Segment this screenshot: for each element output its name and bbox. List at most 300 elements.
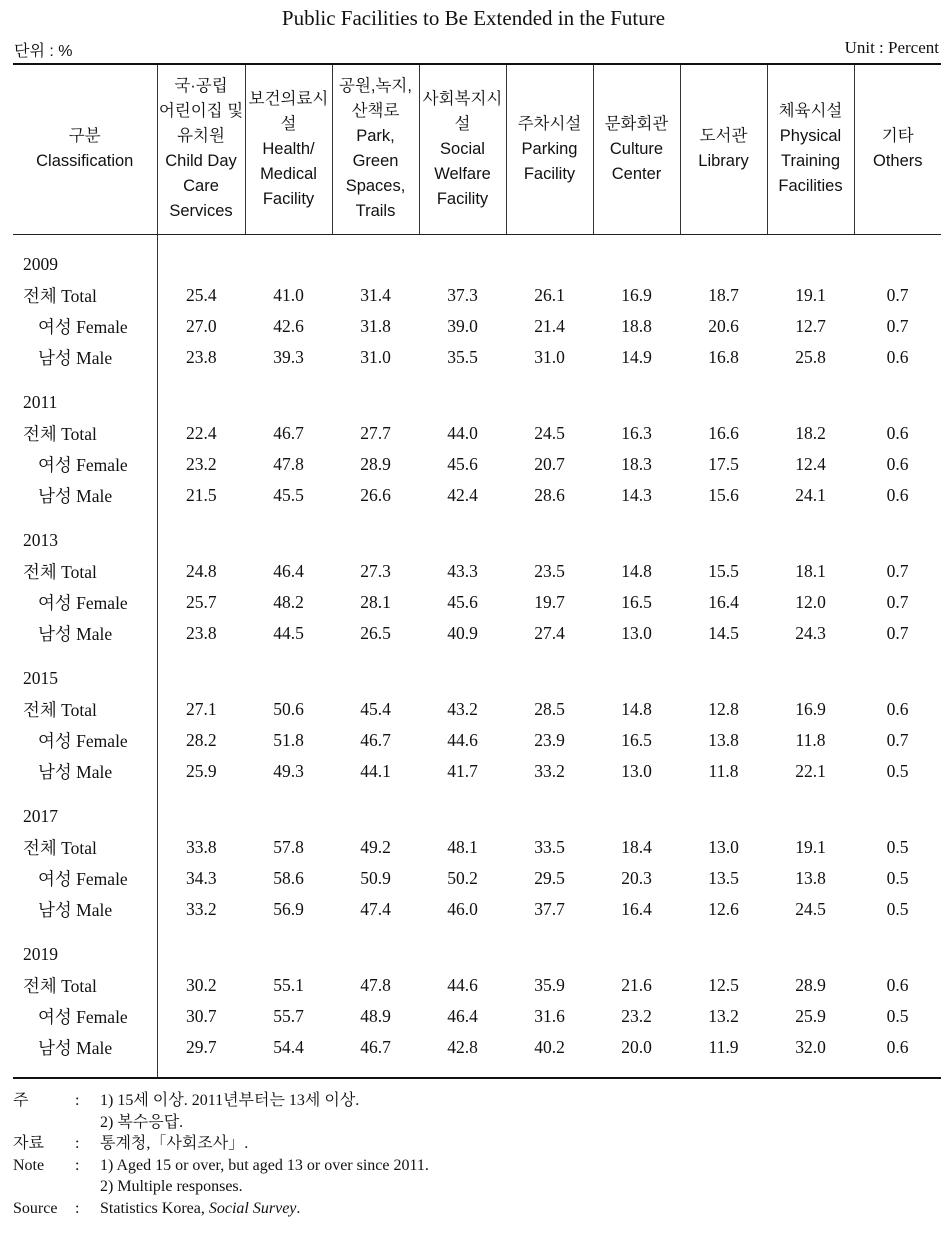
value-cell: 33.2 (185, 898, 217, 919)
value-cell: 25.9 (795, 1005, 826, 1026)
row-label: 남성 Male (13, 894, 157, 925)
column-header (157, 64, 245, 234)
spacer-cell (13, 511, 157, 525)
value-cell: 12.7 (795, 315, 826, 336)
column-header (245, 64, 332, 234)
value-cell: 23.9 (534, 729, 565, 750)
footnote-line (13, 1155, 429, 1177)
empty-cell (157, 663, 245, 694)
table-row (13, 894, 941, 925)
table-row (13, 449, 941, 480)
value-cell: 45.6 (447, 591, 478, 612)
row-label: 전체 Total (13, 970, 157, 1001)
table-row (13, 311, 941, 342)
value-cell: 0.7 (886, 729, 909, 750)
row-label: 전체 Total (13, 694, 157, 725)
value-cell: 0.6 (886, 698, 909, 719)
value-cell: 56.9 (273, 898, 304, 919)
value-cell: 0.6 (886, 1036, 909, 1057)
value-cell: 48.9 (360, 1005, 391, 1026)
empty-cell (332, 801, 419, 832)
column-header-line: 공원,녹지, (339, 77, 412, 96)
value-cell: 18.3 (621, 453, 652, 474)
value-cell: 42.6 (273, 315, 304, 336)
footnote-key (13, 1176, 75, 1198)
empty-cell (157, 249, 245, 280)
column-header-line: Welfare (434, 164, 491, 183)
column-header-line: Training (781, 152, 840, 171)
column-header-line: Health/ (262, 139, 315, 158)
footnote-text (100, 1112, 183, 1134)
empty-cell (767, 249, 854, 280)
value-cell: 0.5 (886, 836, 909, 857)
spacer-cell (593, 511, 680, 525)
spacer-cell (13, 787, 157, 801)
value-cell: 0.5 (886, 898, 909, 919)
value-cell: 42.4 (447, 484, 478, 505)
value-cell: 14.8 (621, 560, 652, 581)
value-cell: 25.8 (795, 346, 826, 367)
value-cell: 20.6 (708, 315, 739, 336)
value-cell: 14.3 (621, 484, 652, 505)
spacer-cell (506, 1063, 593, 1078)
column-header-line: 국·공립 (174, 77, 228, 96)
footnote-text-main: Statistics Korea, (100, 1199, 209, 1217)
value-cell: 19.1 (795, 284, 826, 305)
value-cell: 40.2 (534, 1036, 565, 1057)
spacer-cell (593, 649, 680, 663)
spacer-cell (854, 511, 941, 525)
value-cell: 37.3 (447, 284, 478, 305)
value-cell: 24.5 (795, 898, 826, 919)
spacer-cell (506, 649, 593, 663)
value-cell: 33.2 (534, 760, 565, 781)
column-header-line: Classification (36, 152, 134, 171)
value-cell: 45.5 (273, 484, 304, 505)
value-cell: 21.6 (621, 974, 652, 995)
value-cell: 23.2 (621, 1005, 652, 1026)
value-cell: 54.4 (273, 1036, 304, 1057)
spacer-cell (157, 511, 245, 525)
value-cell: 46.7 (360, 1036, 391, 1057)
spacer-cell (157, 787, 245, 801)
spacer-cell (593, 373, 680, 387)
row-label: 남성 Male (13, 480, 157, 511)
column-header (854, 64, 941, 234)
table-row (13, 970, 941, 1001)
value-cell: 29.7 (185, 1036, 217, 1057)
value-cell: 30.7 (185, 1005, 217, 1026)
empty-cell (767, 801, 854, 832)
column-header-line: Others (872, 152, 923, 171)
value-cell: 55.7 (273, 1005, 304, 1026)
empty-cell (854, 249, 941, 280)
column-header-line: Facility (436, 189, 489, 208)
table-row (13, 556, 941, 587)
value-cell: 28.6 (534, 484, 565, 505)
year-label: 2009 (13, 249, 157, 280)
unit-label-korean: 단위 : % (14, 43, 73, 60)
row-label: 전체 Total (13, 556, 157, 587)
column-header-line: 산책로 (351, 102, 400, 121)
year-row (13, 939, 941, 970)
empty-cell (245, 801, 332, 832)
value-cell: 25.9 (185, 760, 217, 781)
spacer-cell (419, 1063, 506, 1078)
spacer-cell (419, 649, 506, 663)
column-header (506, 64, 593, 234)
empty-cell (506, 249, 593, 280)
spacer-cell (332, 511, 419, 525)
column-header-line: Library (698, 152, 749, 171)
footnote-tail: . (296, 1199, 301, 1217)
column-header-line: 도서관 (699, 127, 748, 146)
value-cell: 31.0 (360, 346, 391, 367)
value-cell: 55.1 (273, 974, 304, 995)
value-cell: 44.6 (447, 974, 478, 995)
value-cell: 35.5 (447, 346, 478, 367)
footnote-colon: : (75, 1199, 80, 1217)
year-label: 2011 (13, 387, 157, 418)
table-row (13, 725, 941, 756)
value-cell: 16.5 (621, 591, 652, 612)
value-cell: 27.1 (185, 698, 217, 719)
empty-cell (854, 939, 941, 970)
value-cell: 0.7 (886, 560, 909, 581)
value-cell: 40.9 (447, 622, 478, 643)
empty-cell (767, 663, 854, 694)
column-header-line: Services (169, 202, 233, 221)
column-header-line: 사회복지시설 (422, 89, 503, 133)
empty-cell (854, 663, 941, 694)
value-cell: 43.3 (447, 560, 478, 581)
empty-cell (767, 525, 854, 556)
value-cell: 0.7 (886, 315, 909, 336)
value-cell: 31.4 (360, 284, 391, 305)
row-label: 여성 Female (13, 311, 157, 342)
value-cell: 31.0 (534, 346, 565, 367)
column-header-line: 체육시설 (778, 102, 843, 121)
value-cell: 15.6 (708, 484, 739, 505)
empty-cell (680, 663, 767, 694)
spacer-cell (593, 925, 680, 939)
empty-cell (593, 387, 680, 418)
value-cell: 28.9 (360, 453, 391, 474)
value-cell: 57.8 (273, 836, 304, 857)
value-cell: 39.3 (273, 346, 304, 367)
spacer-cell (854, 234, 941, 249)
spacer-cell (332, 925, 419, 939)
footnote-colon (75, 1112, 100, 1134)
value-cell: 45.6 (447, 453, 478, 474)
spacer-cell (13, 234, 157, 249)
empty-cell (593, 249, 680, 280)
footnote-line (13, 1090, 429, 1112)
value-cell: 19.1 (795, 836, 826, 857)
footnote-text (100, 1133, 248, 1155)
value-cell: 0.6 (886, 484, 909, 505)
column-header-line: Physical (779, 127, 842, 146)
value-cell: 43.2 (447, 698, 478, 719)
column-header-line: 기타 (881, 127, 914, 146)
value-cell: 46.4 (447, 1005, 478, 1026)
footnote-text (100, 1176, 243, 1198)
empty-cell (593, 663, 680, 694)
year-row (13, 525, 941, 556)
spacer-cell (767, 649, 854, 663)
spacer-cell (419, 234, 506, 249)
value-cell: 20.3 (621, 867, 652, 888)
footnote-key (13, 1112, 75, 1134)
value-cell: 41.0 (273, 284, 304, 305)
value-cell: 16.9 (795, 698, 826, 719)
value-cell: 47.8 (360, 974, 391, 995)
year-row (13, 663, 941, 694)
row-label: 전체 Total (13, 418, 157, 449)
value-cell: 28.9 (795, 974, 826, 995)
value-cell: 46.7 (273, 422, 304, 443)
column-header-line: Medical (260, 164, 317, 183)
footnote-text (100, 1198, 300, 1220)
value-cell: 21.4 (534, 315, 565, 336)
value-cell: 27.0 (185, 315, 217, 336)
spacer-cell (419, 787, 506, 801)
empty-cell (157, 525, 245, 556)
empty-cell (767, 387, 854, 418)
year-label: 2013 (13, 525, 157, 556)
value-cell: 13.8 (795, 867, 826, 888)
table-row (13, 587, 941, 618)
spacer-cell (680, 1063, 767, 1078)
spacer-cell (245, 373, 332, 387)
footnote-text-main: 1) Aged 15 or over, but aged 13 or over since 2011. (100, 1156, 429, 1174)
spacer-cell (332, 787, 419, 801)
value-cell: 26.5 (360, 622, 391, 643)
footnote-text-main: 통계청,「사회조사」. (100, 1135, 249, 1152)
empty-cell (680, 939, 767, 970)
empty-cell (419, 939, 506, 970)
value-cell: 21.5 (185, 484, 217, 505)
empty-cell (419, 249, 506, 280)
empty-cell (854, 387, 941, 418)
empty-cell (419, 663, 506, 694)
row-label: 남성 Male (13, 1032, 157, 1063)
table-row (13, 863, 941, 894)
column-header (767, 64, 854, 234)
spacer-cell (13, 373, 157, 387)
value-cell: 46.7 (360, 729, 391, 750)
value-cell: 13.8 (708, 729, 739, 750)
row-label: 여성 Female (13, 1001, 157, 1032)
table-row (13, 342, 941, 373)
table-row (13, 832, 941, 863)
value-cell: 12.0 (795, 591, 826, 612)
value-cell: 33.5 (534, 836, 565, 857)
footnote-line (13, 1176, 429, 1198)
value-cell: 0.5 (886, 760, 909, 781)
value-cell: 32.0 (795, 1036, 826, 1057)
spacer-cell (767, 373, 854, 387)
footnote-colon: : (75, 1135, 80, 1152)
year-label: 2015 (13, 663, 157, 694)
empty-cell (593, 525, 680, 556)
spacer-cell (157, 925, 245, 939)
value-cell: 48.2 (273, 591, 304, 612)
value-cell: 18.1 (795, 560, 826, 581)
value-cell: 26.6 (360, 484, 391, 505)
footnote-key: Note (13, 1156, 45, 1174)
table-row (13, 694, 941, 725)
value-cell: 50.2 (447, 867, 478, 888)
value-cell: 0.6 (886, 346, 909, 367)
footnote-colon: : (75, 1092, 80, 1109)
value-cell: 19.7 (534, 591, 565, 612)
spacer-cell (767, 787, 854, 801)
value-cell: 16.4 (621, 898, 652, 919)
table-row (13, 480, 941, 511)
column-header-line: 구분 (68, 127, 101, 146)
footnote-text (100, 1090, 359, 1112)
value-cell: 22.1 (795, 760, 826, 781)
value-cell: 12.6 (708, 898, 739, 919)
year-row (13, 249, 941, 280)
empty-cell (680, 387, 767, 418)
value-cell: 49.2 (360, 836, 391, 857)
value-cell: 16.8 (708, 346, 739, 367)
header-row (13, 64, 941, 234)
value-cell: 0.6 (886, 974, 909, 995)
spacer-row (13, 649, 941, 663)
value-cell: 13.0 (621, 622, 652, 643)
footnote-text-main: 1) 15세 이상. 2011년부터는 13세 이상. (100, 1092, 360, 1109)
value-cell: 45.4 (360, 698, 391, 719)
spacer-row (13, 787, 941, 801)
table-title: Public Facilities to Be Extended in the Future (281, 6, 666, 30)
value-cell: 23.8 (185, 622, 217, 643)
value-cell: 31.6 (534, 1005, 565, 1026)
row-label: 여성 Female (13, 725, 157, 756)
column-header-line: Trails (355, 202, 396, 221)
unit-label-english: Unit : Percent (844, 38, 939, 57)
spacer-cell (854, 373, 941, 387)
column-header (593, 64, 680, 234)
value-cell: 12.8 (708, 698, 739, 719)
value-cell: 44.6 (447, 729, 478, 750)
spacer-cell (680, 649, 767, 663)
spacer-cell (13, 649, 157, 663)
spacer-row (13, 925, 941, 939)
value-cell: 26.1 (534, 284, 565, 305)
value-cell: 0.5 (886, 867, 909, 888)
row-label: 남성 Male (13, 756, 157, 787)
empty-cell (593, 939, 680, 970)
empty-cell (157, 387, 245, 418)
footnote-key: 주 (13, 1092, 29, 1109)
statistics-table (13, 63, 941, 1079)
spacer-row (13, 1063, 941, 1078)
value-cell: 0.7 (886, 622, 909, 643)
spacer-cell (506, 925, 593, 939)
value-cell: 24.1 (795, 484, 826, 505)
value-cell: 24.8 (185, 560, 217, 581)
empty-cell (245, 525, 332, 556)
value-cell: 31.8 (360, 315, 391, 336)
column-header-line: Care (183, 177, 219, 196)
value-cell: 49.3 (273, 760, 304, 781)
spacer-cell (245, 1063, 332, 1078)
column-header-line: Social (440, 139, 485, 158)
empty-cell (332, 249, 419, 280)
value-cell: 58.6 (273, 867, 304, 888)
column-header-line: 주차시설 (517, 114, 582, 133)
spacer-cell (506, 234, 593, 249)
value-cell: 28.5 (534, 698, 565, 719)
value-cell: 20.7 (534, 453, 565, 474)
column-header-line: Facility (523, 164, 576, 183)
value-cell: 25.7 (185, 591, 217, 612)
column-header-line: 어린이집 및 (158, 102, 244, 121)
empty-cell (157, 801, 245, 832)
row-label: 남성 Male (13, 618, 157, 649)
value-cell: 16.9 (621, 284, 652, 305)
column-header (332, 64, 419, 234)
empty-cell (593, 801, 680, 832)
footnotes (13, 1090, 429, 1219)
table-row (13, 418, 941, 449)
value-cell: 47.4 (360, 898, 391, 919)
column-header (680, 64, 767, 234)
value-cell: 11.8 (795, 729, 826, 750)
row-label: 남성 Male (13, 342, 157, 373)
value-cell: 51.8 (273, 729, 304, 750)
empty-cell (506, 663, 593, 694)
value-cell: 28.1 (360, 591, 391, 612)
spacer-cell (332, 373, 419, 387)
row-label: 전체 Total (13, 280, 157, 311)
value-cell: 37.7 (534, 898, 565, 919)
table-row (13, 1001, 941, 1032)
spacer-cell (680, 373, 767, 387)
value-cell: 0.7 (886, 591, 909, 612)
source-title: Social Survey (208, 1199, 297, 1217)
value-cell: 46.0 (447, 898, 478, 919)
value-cell: 39.0 (447, 315, 478, 336)
value-cell: 24.3 (795, 622, 826, 643)
footnote-colon: : (75, 1156, 80, 1174)
value-cell: 12.4 (795, 453, 826, 474)
table-row (13, 618, 941, 649)
value-cell: 41.7 (447, 760, 478, 781)
value-cell: 27.7 (360, 422, 391, 443)
year-row (13, 387, 941, 418)
footnote-line (13, 1198, 429, 1220)
value-cell: 13.0 (708, 836, 739, 857)
footnote-line (13, 1133, 429, 1155)
spacer-cell (767, 234, 854, 249)
table-row (13, 756, 941, 787)
value-cell: 46.4 (273, 560, 304, 581)
empty-cell (332, 525, 419, 556)
empty-cell (680, 801, 767, 832)
value-cell: 20.0 (621, 1036, 652, 1057)
spacer-cell (332, 234, 419, 249)
spacer-cell (767, 1063, 854, 1078)
empty-cell (245, 249, 332, 280)
value-cell: 14.9 (621, 346, 652, 367)
spacer-cell (680, 787, 767, 801)
empty-cell (245, 387, 332, 418)
spacer-cell (13, 925, 157, 939)
